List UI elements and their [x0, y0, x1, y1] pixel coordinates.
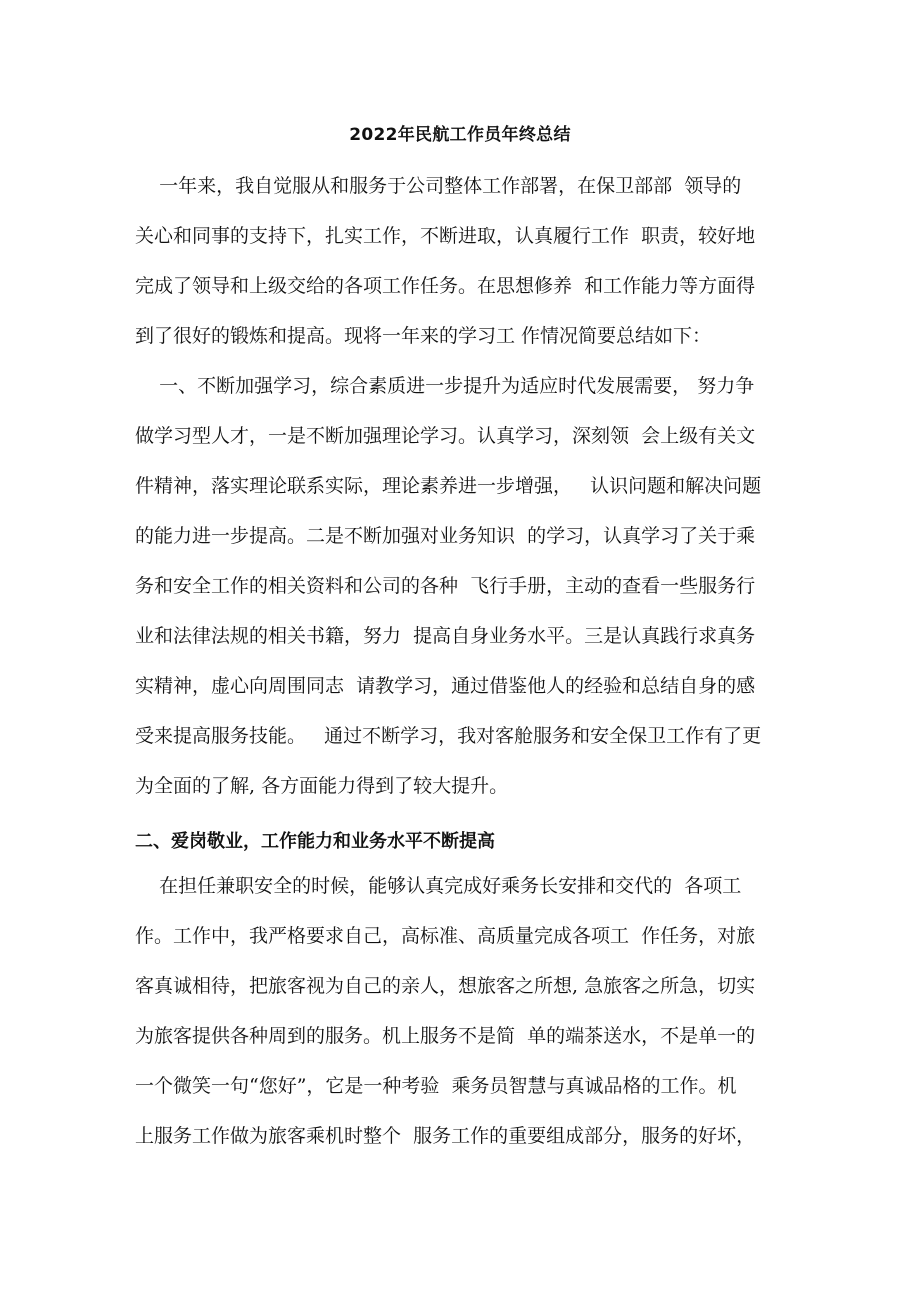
- body-line: 受来提高服务技能。 通过不断学习，我对客舱服务和安全保卫工作有了更: [135, 725, 762, 747]
- body-line: 一个微笑一句“您好”，它是一种考验 乘务员智慧与真诚品格的工作。机: [135, 1075, 737, 1097]
- body-line: 一、不断加强学习，综合素质进一步提升为适应时代发展需要， 努力争: [135, 375, 755, 397]
- body-line: 关心和同事的支持下，扎实工作，不断进取，认真履行工作 职责，较好地: [135, 225, 756, 247]
- section-heading: 二、爱岗敬业，工作能力和业务水平不断提高: [135, 831, 495, 852]
- body-line: 业和法律法规的相关书籍，努力 提高自身业务水平。三是认真践行求真务: [135, 625, 756, 647]
- body-line: 为全面的了解, 各方面能力得到了较大提升。: [135, 775, 509, 797]
- body-line: 在担任兼职安全的时候，能够认真完成好乘务长安排和交代的 各项工: [135, 875, 742, 897]
- document-title: 2022年民航工作员年终总结: [349, 125, 571, 145]
- body-line: 做学习型人才，一是不断加强理论学习。认真学习，深刻领 会上级有关文: [135, 425, 756, 447]
- body-line: 到了很好的锻炼和提高。现将一年来的学习工 作情况简要总结如下：: [135, 325, 712, 347]
- body-line: 上服务工作做为旅客乘机时整个 服务工作的重要组成部分，服务的好坏，: [135, 1125, 756, 1147]
- body-line: 一年来，我自觉服从和服务于公司整体工作部署，在保卫部部 领导的: [135, 175, 742, 197]
- body-line: 务和安全工作的相关资料和公司的各种 飞行手册，主动的查看一些服务行: [135, 575, 756, 597]
- body-line: 件精神，落实理论联系实际，理论素养进一步增强， 认识问题和解决问题: [135, 475, 762, 497]
- body-line: 为旅客提供各种周到的服务。机上服务不是简 单的端茶送水，不是单一的: [135, 1025, 756, 1047]
- body-line: 客真诚相待，把旅客视为自己的亲人，想旅客之所想, 急旅客之所急，切实: [135, 975, 756, 997]
- body-line: 实精神，虚心向周围同志 请教学习，通过借鉴他人的经验和总结自身的感: [135, 675, 756, 697]
- body-line: 作。工作中，我严格要求自己，高标准、高质量完成各项工 作任务，对旅: [135, 925, 756, 947]
- body-line: 完成了领导和上级交给的各项工作任务。在思想修养 和工作能力等方面得: [135, 275, 756, 297]
- body-line: 的能力进一步提高。二是不断加强对业务知识 的学习，认真学习了关于乘: [135, 525, 756, 547]
